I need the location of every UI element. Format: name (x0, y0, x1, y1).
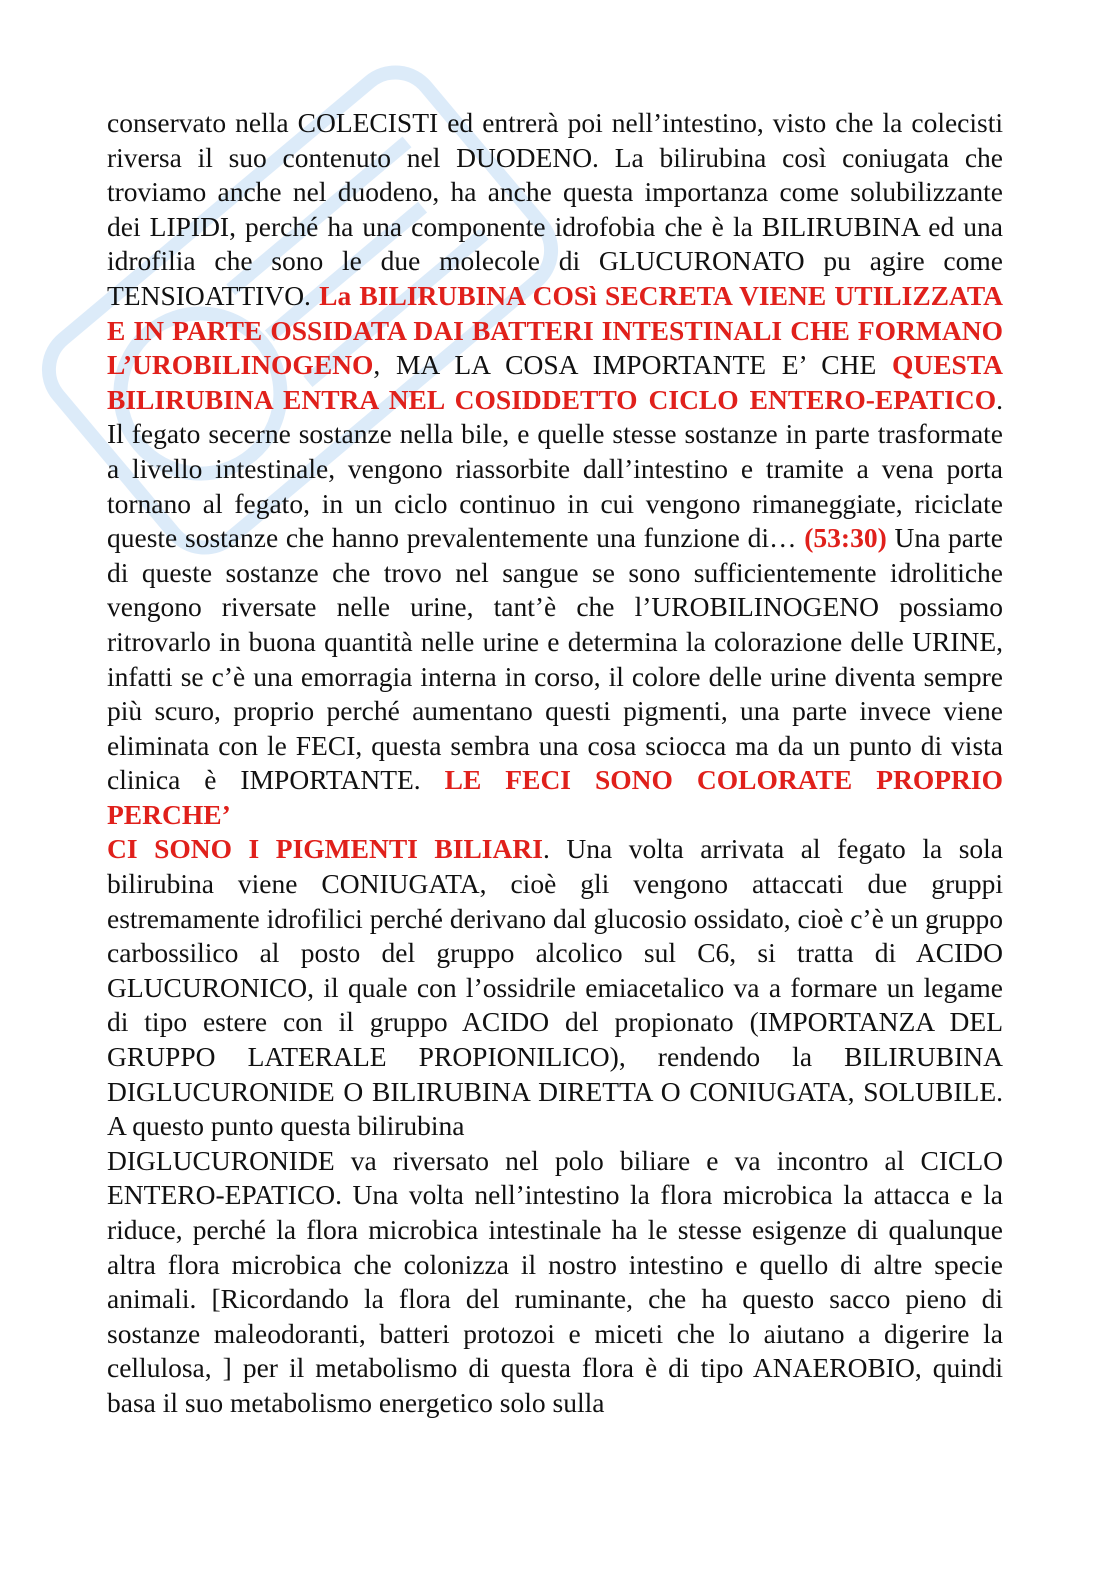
paragraph-2 (107, 832, 1003, 1143)
highlight-run: LE FECI SONO COLORATE PROPRIO PERCHE’ (107, 764, 1003, 830)
highlight-run: La BILIRUBINA COSì SECRETA VIENE UTILIZZATA E IN PARTE OSSIDATA DAI BATTERI INTESTINALI CHE FORMANO L’UROBILINOGENO (107, 279, 1003, 381)
highlight-run: CI SONO I PIGMENTI BILIARI (107, 833, 543, 865)
text-run: Una parte di queste sostanze che trovo nel sangue se sono sufficientemente idrolitiche vengono riversate nelle urine, tant’è che l’UROBILINOGENO possiamo ritrovarlo in buona quantità nelle urine e determina la colorazione delle URINE, infatti se c’è una emorragia interna in corso, il colore delle urine diventa sempre più scuro, proprio perché aumentano questi pigmenti, una parte invece viene eliminata con le FECI, questa sembra una cosa sciocca ma da un punto di vista clinica è IMPORTANTE. (107, 522, 1003, 796)
text-run: DIGLUCURONIDE va riversato nel polo biliare e va incontro al CICLO ENTERO-EPATICO. Una volta nell’intestino la flora microbica la attacca e la riduce, perché la flora microbica intestinale ha le stesse esigenze di qualunque altra flora microbica che colonizza il nostro intestino e quello di altre specie animali. [Ricordando la flora del ruminante, che ha questo sacco pieno di sostanze maleodoranti, batteri protozoi e miceti che lo aiutano a digerire la cellulosa, ] per il metabolismo di questa flora è di tipo ANAEROBIO, quindi basa il suo metabolismo energetico solo sulla (107, 1144, 1003, 1418)
timestamp: (53:30) (804, 522, 887, 554)
paragraph-3 (107, 1144, 1003, 1421)
highlight-run: QUESTA BILIRUBINA ENTRA NEL COSIDDETTO CICLO ENTERO-EPATICO (107, 349, 1003, 415)
paragraph-1 (107, 106, 1003, 832)
document-page (107, 106, 1003, 1421)
text-run: . Il fegato secerne sostanze nella bile, e quelle stesse sostanze in parte trasformate a livello intestinale, vengono riassorbite dall’intestino e tramite a vena porta tornano al fegato, in un ciclo continuo in cui vengono rimaneggiate, riciclate queste sostanze che hanno prevalentemente una funzione di… (107, 383, 1003, 554)
text-run: conservato nella COLECISTI ed entrerà poi nell’intestino, visto che la colecisti riversa il suo contenuto nel DUODENO. La bilirubina così coniugata che troviamo anche nel duodeno, ha anche questa importanza come solubilizzante dei LIPIDI, perché ha una componente idrofobia che è la BILIRUBINA ed una idrofilia che sono le due molecole di GLUCURONATO pu agire come TENSIOATTIVO. (107, 107, 1003, 311)
text-run: , MA LA COSA IMPORTANTE E’ CHE (373, 349, 892, 381)
text-run: . Una volta arrivata al fegato la sola bilirubina viene CONIUGATA, cioè gli vengono attaccati due gruppi estremamente idrofilici perché derivano dal glucosio ossidato, cioè c’è un gruppo carbossilico al posto del gruppo alcolico sul C6, si tratta di ACIDO GLUCURONICO, il quale con l’ossidrile emiacetalico va a formare un legame di tipo estere con il gruppo ACIDO del propionato (IMPORTANZA DEL GRUPPO LATERALE PROPIONILICO), rendendo la BILIRUBINA DIGLUCURONIDE O BILIRUBINA DIRETTA O CONIUGATA, SOLUBILE. A questo punto questa bilirubina (107, 833, 1003, 1142)
